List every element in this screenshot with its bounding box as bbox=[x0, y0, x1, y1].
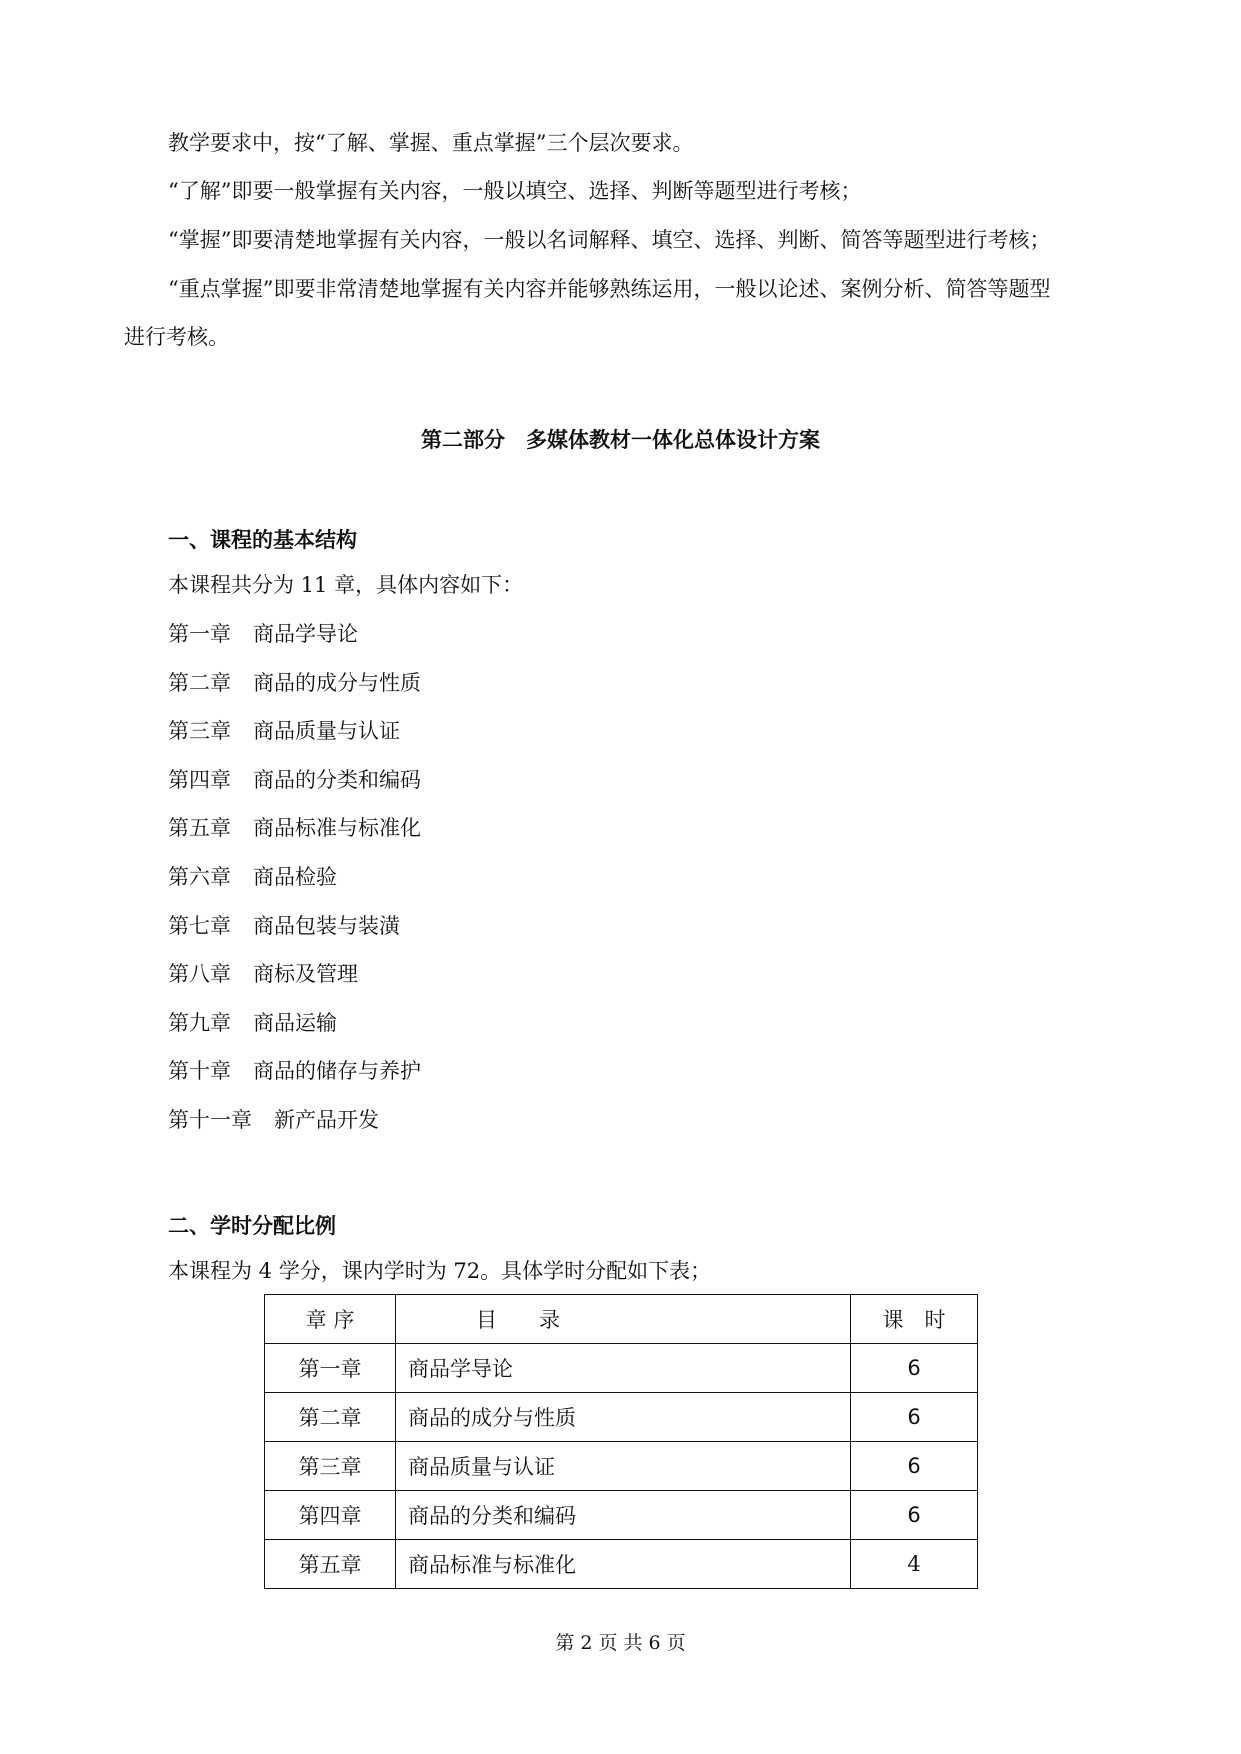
intro-line-4: “重点掌握”即要非常清楚地掌握有关内容并能够熟练运用，一般以论述、案例分析、简答等题型 bbox=[168, 277, 1051, 301]
intro-line-4-continued: 进行考核。 bbox=[124, 325, 229, 349]
cell-contents: 商品标准与标准化 bbox=[396, 1540, 851, 1589]
column-header-chapter: 章 序 bbox=[265, 1295, 396, 1344]
chapter-number: 第四章 bbox=[168, 767, 231, 792]
intro-line-1: 教学要求中，按“了解、掌握、重点掌握”三个层次要求。 bbox=[168, 131, 694, 155]
cell-hours: 6 bbox=[851, 1491, 978, 1540]
cell-contents: 商品的分类和编码 bbox=[396, 1491, 851, 1540]
chapter-number: 第二章 bbox=[168, 670, 231, 695]
cell-chapter: 第五章 bbox=[265, 1540, 396, 1589]
cell-hours: 6 bbox=[851, 1393, 978, 1442]
chapter-number: 第六章 bbox=[168, 865, 231, 889]
part-title: 第二部分 多媒体教材一体化总体设计方案 bbox=[421, 428, 820, 452]
chapter-number: 第九章 bbox=[168, 1010, 231, 1035]
chapter-number: 第七章 bbox=[168, 913, 231, 938]
cell-hours: 6 bbox=[851, 1442, 978, 1491]
table-row bbox=[265, 1442, 978, 1491]
chapter-name: 商品质量与认证 bbox=[253, 719, 400, 744]
chapter-name: 商品的储存与养护 bbox=[253, 1059, 421, 1084]
chapter-number: 第八章 bbox=[168, 962, 231, 987]
chapter-item bbox=[168, 812, 421, 842]
section-intro-structure: 本课程共分为 11 章，具体内容如下： bbox=[168, 573, 524, 597]
cell-chapter: 第三章 bbox=[265, 1442, 396, 1491]
cell-contents: 商品学导论 bbox=[396, 1344, 851, 1393]
cell-chapter: 第二章 bbox=[265, 1393, 396, 1442]
chapter-name: 商标及管理 bbox=[253, 962, 358, 987]
chapter-item bbox=[168, 1007, 337, 1037]
chapter-number: 第三章 bbox=[168, 719, 231, 744]
section-intro-hours: 本课程为 4 学分，课内学时为 72。具体学时分配如下表； bbox=[168, 1259, 712, 1283]
cell-hours: 6 bbox=[851, 1344, 978, 1393]
cell-chapter: 第一章 bbox=[265, 1344, 396, 1393]
table-header-row bbox=[265, 1295, 978, 1344]
chapter-number: 第十章 bbox=[168, 1059, 231, 1084]
intro-line-2: “了解”即要一般掌握有关内容，一般以填空、选择、判断等题型进行考核； bbox=[168, 179, 862, 203]
chapter-item bbox=[168, 1055, 421, 1085]
chapter-number: 第五章 bbox=[168, 816, 231, 841]
chapter-name: 商品学导论 bbox=[253, 622, 358, 646]
intro-line-3: “掌握”即要清楚地掌握有关内容，一般以名词解释、填空、选择、判断、简答等题型进行考核； bbox=[168, 228, 1051, 252]
chapter-item bbox=[168, 618, 358, 648]
column-header-hours: 课 时 bbox=[851, 1295, 978, 1344]
hours-allocation-table bbox=[264, 1294, 978, 1589]
cell-chapter: 第四章 bbox=[265, 1491, 396, 1540]
chapter-name: 商品的分类和编码 bbox=[253, 767, 421, 792]
table-row bbox=[265, 1540, 978, 1589]
column-header-contents: 目 录 bbox=[396, 1295, 851, 1344]
chapter-item bbox=[168, 861, 337, 891]
chapter-item bbox=[168, 764, 421, 794]
section-heading-structure: 一、课程的基本结构 bbox=[168, 528, 357, 552]
chapter-name: 新产品开发 bbox=[274, 1108, 379, 1132]
chapter-number: 第十一章 bbox=[168, 1108, 252, 1132]
chapter-number: 第一章 bbox=[168, 622, 231, 646]
cell-hours: 4 bbox=[851, 1540, 978, 1589]
cell-contents: 商品的成分与性质 bbox=[396, 1393, 851, 1442]
table-row bbox=[265, 1344, 978, 1393]
chapter-item bbox=[168, 910, 400, 940]
section-heading-hours: 二、学时分配比例 bbox=[168, 1214, 336, 1238]
chapter-item bbox=[168, 667, 421, 697]
chapter-item bbox=[168, 1104, 379, 1134]
cell-contents: 商品质量与认证 bbox=[396, 1442, 851, 1491]
chapter-name: 商品标准与标准化 bbox=[253, 816, 421, 841]
page-footer: 第 2 页 共 6 页 bbox=[555, 1632, 686, 1654]
chapter-name: 商品的成分与性质 bbox=[253, 670, 421, 695]
chapter-item bbox=[168, 715, 400, 745]
chapter-name: 商品运输 bbox=[253, 1010, 337, 1035]
chapter-name: 商品包装与装潢 bbox=[253, 913, 400, 938]
chapter-name: 商品检验 bbox=[253, 865, 337, 889]
chapter-item bbox=[168, 958, 358, 988]
table-row bbox=[265, 1393, 978, 1442]
table-row bbox=[265, 1491, 978, 1540]
